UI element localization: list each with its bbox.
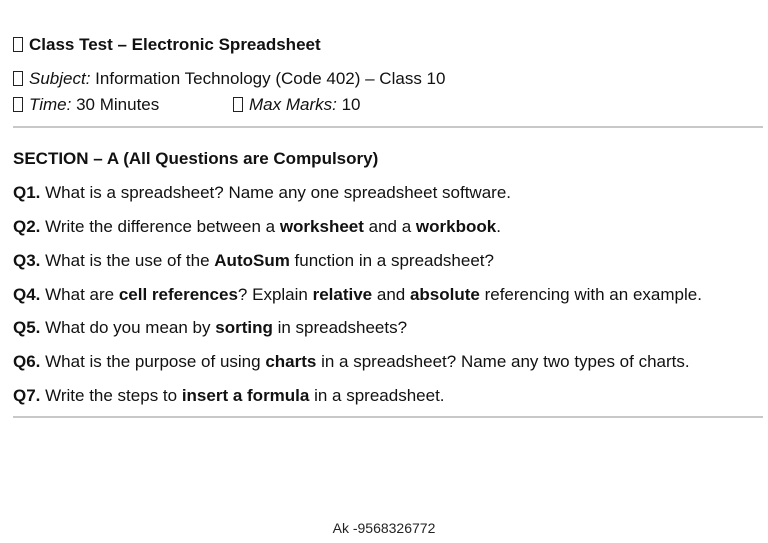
question-keyword: relative — [312, 285, 373, 304]
question-item — [13, 284, 702, 306]
section-heading: SECTION – A (All Questions are Compulsory) — [13, 149, 379, 168]
question-text: in spreadsheets? — [272, 318, 408, 337]
missing-glyph-box-icon — [233, 97, 243, 112]
question-keyword: charts — [265, 352, 317, 371]
question-keyword: AutoSum — [214, 251, 290, 270]
question-item — [13, 351, 690, 373]
question-text: What do you mean by — [40, 318, 216, 337]
question-number: Q2. — [13, 217, 41, 236]
question-number: Q3. — [13, 251, 41, 270]
question-text: Write the difference between a — [40, 217, 280, 236]
missing-glyph-box-icon — [13, 37, 23, 52]
test-title-text: Class Test – Electronic Spreadsheet — [29, 35, 321, 54]
question-keyword: absolute — [409, 285, 480, 304]
test-title — [13, 34, 321, 56]
question-item — [13, 216, 501, 238]
max-marks-label: Max Marks: — [249, 95, 337, 114]
question-keyword: sorting — [215, 318, 273, 337]
question-text: referencing with an example. — [479, 285, 702, 304]
max-marks-value: 10 — [341, 95, 361, 114]
question-item — [13, 250, 494, 272]
footer-contact: Ak -9568326772 — [332, 520, 436, 536]
time-value: 30 Minutes — [76, 95, 160, 114]
subject-value: Information Technology (Code 402) – Class 10 — [95, 69, 446, 88]
question-text: and a — [363, 217, 416, 236]
question-number: Q5. — [13, 318, 41, 337]
subject-label: Subject: — [29, 69, 91, 88]
max-marks — [233, 94, 361, 116]
question-item — [13, 182, 511, 204]
question-text: function in a spreadsheet? — [289, 251, 494, 270]
question-keyword: insert a formula — [181, 386, 310, 405]
horizontal-divider — [13, 416, 763, 418]
question-keyword: workbook — [415, 217, 497, 236]
time-marks-line — [13, 94, 361, 116]
question-text: in a spreadsheet? Name any two types of charts. — [316, 352, 690, 371]
time-label: Time: — [29, 95, 72, 114]
question-text: ? Explain — [237, 285, 313, 304]
question-keyword: cell references — [118, 285, 238, 304]
missing-glyph-box-icon — [13, 97, 23, 112]
question-text: What is the use of the — [40, 251, 215, 270]
question-number: Q4. — [13, 285, 41, 304]
subject-line — [13, 68, 445, 90]
question-number: Q6. — [13, 352, 41, 371]
question-text: . — [496, 217, 501, 236]
missing-glyph-box-icon — [13, 71, 23, 86]
question-text: What is a spreadsheet? Name any one spreadsheet software. — [40, 183, 512, 202]
question-number: Q1. — [13, 183, 41, 202]
question-text: and — [372, 285, 410, 304]
horizontal-divider — [13, 126, 763, 128]
question-text: What are — [40, 285, 119, 304]
question-keyword: worksheet — [279, 217, 364, 236]
question-item — [13, 385, 445, 407]
question-item — [13, 317, 407, 339]
question-number: Q7. — [13, 386, 41, 405]
question-text: in a spreadsheet. — [309, 386, 445, 405]
question-text: Write the steps to — [40, 386, 182, 405]
question-text: What is the purpose of using — [40, 352, 266, 371]
